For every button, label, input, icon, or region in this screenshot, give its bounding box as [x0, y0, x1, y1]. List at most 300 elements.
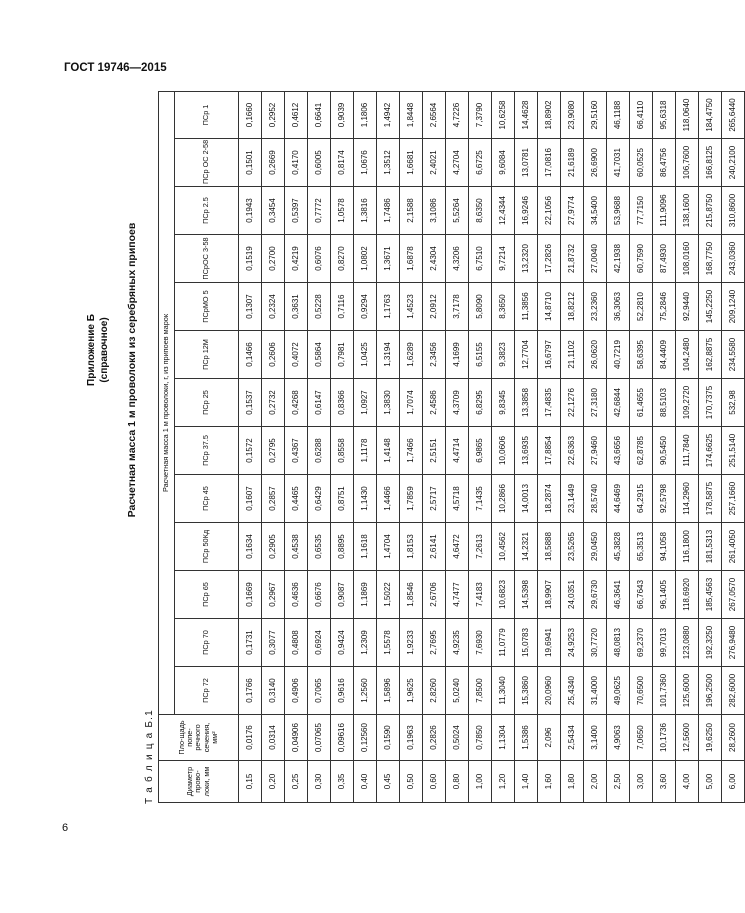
cell-mass: 2,5717	[423, 475, 446, 523]
cell-mass: 108,0160	[676, 235, 699, 283]
cell-diameter: 3,00	[630, 761, 653, 803]
cell-diameter: 0,30	[308, 761, 331, 803]
cell-mass: 1,6289	[400, 331, 423, 379]
cell-diameter: 0,15	[239, 761, 262, 803]
cell-diameter: 0,50	[400, 761, 423, 803]
column-header-alloy: ПСр 50Кд	[175, 523, 239, 571]
cell-mass: 2,3456	[423, 331, 446, 379]
cell-mass: 0,1660	[239, 91, 262, 138]
cell-mass: 123,0880	[676, 619, 699, 667]
cell-mass: 77,7150	[630, 187, 653, 235]
table-row	[653, 91, 676, 802]
table-row	[584, 91, 607, 802]
cell-area: 0,7850	[469, 715, 492, 761]
cell-mass: 109,2720	[676, 379, 699, 427]
mass-table	[158, 91, 745, 803]
cell-mass: 48,0813	[607, 619, 630, 667]
cell-mass: 84,4409	[653, 331, 676, 379]
cell-mass: 104,2480	[676, 331, 699, 379]
cell-mass: 17,8854	[538, 427, 561, 475]
cell-mass: 0,4636	[285, 571, 308, 619]
cell-mass: 0,2795	[262, 427, 285, 475]
cell-mass: 0,3631	[285, 283, 308, 331]
cell-mass: 13,0781	[515, 139, 538, 187]
cell-mass: 29,5160	[584, 91, 607, 138]
cell-mass: 4,9235	[446, 619, 469, 667]
cell-mass: 40,7219	[607, 331, 630, 379]
cell-mass: 1,1869	[354, 571, 377, 619]
cell-mass: 118,0640	[676, 91, 699, 138]
cell-mass: 1,3830	[377, 379, 400, 427]
column-header-alloy: ПСр 2.5	[175, 187, 239, 235]
column-header-alloy: ПСр 65	[175, 571, 239, 619]
table-row	[561, 91, 584, 802]
cell-mass: 7,3790	[469, 91, 492, 138]
cell-mass: 0,8270	[331, 235, 354, 283]
cell-diameter: 1,00	[469, 761, 492, 803]
cell-mass: 0,2700	[262, 235, 285, 283]
cell-mass: 17,0816	[538, 139, 561, 187]
cell-mass: 29,6730	[584, 571, 607, 619]
cell-area: 19,6250	[699, 715, 722, 761]
cell-mass: 65,3513	[630, 523, 653, 571]
cell-mass: 0,7116	[331, 283, 354, 331]
cell-mass: 58,6395	[630, 331, 653, 379]
cell-mass: 49,0625	[607, 667, 630, 715]
cell-mass: 0,4072	[285, 331, 308, 379]
cell-diameter: 0,20	[262, 761, 285, 803]
cell-mass: 20,0960	[538, 667, 561, 715]
cell-area: 12,5600	[676, 715, 699, 761]
cell-mass: 0,9424	[331, 619, 354, 667]
cell-mass: 14,8710	[538, 283, 561, 331]
cell-diameter: 6,00	[722, 761, 745, 803]
cell-mass: 282,6000	[722, 667, 745, 715]
cell-mass: 0,1537	[239, 379, 262, 427]
cell-mass: 95,6318	[653, 91, 676, 138]
table-row	[354, 91, 377, 802]
cell-mass: 0,9087	[331, 571, 354, 619]
cell-mass: 0,9039	[331, 91, 354, 138]
cell-mass: 23,5265	[561, 523, 584, 571]
cell-mass: 23,2360	[584, 283, 607, 331]
cell-mass: 43,6656	[607, 427, 630, 475]
cell-area: 2,096	[538, 715, 561, 761]
cell-mass: 16,9246	[515, 187, 538, 235]
cell-mass: 125,6000	[676, 667, 699, 715]
cell-mass: 0,7981	[331, 331, 354, 379]
table-row	[630, 91, 653, 802]
cell-mass: 0,4612	[285, 91, 308, 138]
cell-mass: 0,4906	[285, 667, 308, 715]
cell-mass: 178,5875	[699, 475, 722, 523]
cell-mass: 0,4219	[285, 235, 308, 283]
cell-mass: 11,3040	[492, 667, 515, 715]
cell-mass: 267,0570	[722, 571, 745, 619]
cell-mass: 24,9253	[561, 619, 584, 667]
cell-mass: 265,6440	[722, 91, 745, 138]
cell-mass: 70,6500	[630, 667, 653, 715]
cell-mass: 251,5140	[722, 427, 745, 475]
cell-mass: 138,1600	[676, 187, 699, 235]
cell-mass: 12,4344	[492, 187, 515, 235]
cell-mass: 0,8366	[331, 379, 354, 427]
cell-mass: 75,2846	[653, 283, 676, 331]
cell-mass: 94,1058	[653, 523, 676, 571]
column-header-alloy: ПСр 70	[175, 619, 239, 667]
cell-area: 3,1400	[584, 715, 607, 761]
cell-mass: 27,0040	[584, 235, 607, 283]
cell-mass: 10,6258	[492, 91, 515, 138]
cell-mass: 13,6935	[515, 427, 538, 475]
cell-mass: 18,8902	[538, 91, 561, 138]
cell-mass: 1,1763	[377, 283, 400, 331]
cell-mass: 1,8546	[400, 571, 423, 619]
cell-mass: 92,5798	[653, 475, 676, 523]
cell-mass: 4,5718	[446, 475, 469, 523]
cell-mass: 61,4655	[630, 379, 653, 427]
cell-mass: 5,5264	[446, 187, 469, 235]
cell-mass: 106,7600	[676, 139, 699, 187]
cell-mass: 0,6147	[308, 379, 331, 427]
table-row	[308, 91, 331, 802]
cell-mass: 2,6706	[423, 571, 446, 619]
cell-mass: 276,9480	[722, 619, 745, 667]
cell-mass: 36,3063	[607, 283, 630, 331]
cell-mass: 1,0425	[354, 331, 377, 379]
cell-mass: 10,0606	[492, 427, 515, 475]
cell-diameter: 4,00	[676, 761, 699, 803]
cell-area: 0,1590	[377, 715, 400, 761]
cell-mass: 88,5103	[653, 379, 676, 427]
cell-area: 0,5024	[446, 715, 469, 761]
cell-mass: 4,3206	[446, 235, 469, 283]
cell-mass: 7,8500	[469, 667, 492, 715]
cell-mass: 116,1800	[676, 523, 699, 571]
column-group-header: Расчетная масса 1 м проволоки, г, из припоев марок	[159, 91, 175, 714]
cell-mass: 4,1699	[446, 331, 469, 379]
cell-mass: 0,7772	[308, 187, 331, 235]
cell-mass: 1,3194	[377, 331, 400, 379]
cell-mass: 0,6535	[308, 523, 331, 571]
table-row	[377, 91, 400, 802]
cell-mass: 1,6878	[400, 235, 423, 283]
cell-mass: 101,7360	[653, 667, 676, 715]
cell-mass: 2,4021	[423, 139, 446, 187]
cell-mass: 6,6725	[469, 139, 492, 187]
cell-mass: 0,1466	[239, 331, 262, 379]
cell-mass: 12,7704	[515, 331, 538, 379]
cell-mass: 240,2100	[722, 139, 745, 187]
cell-area: 0,12560	[354, 715, 377, 761]
cell-mass: 64,2915	[630, 475, 653, 523]
cell-mass: 174,6625	[699, 427, 722, 475]
cell-mass: 0,1607	[239, 475, 262, 523]
cell-mass: 0,1307	[239, 283, 262, 331]
cell-mass: 0,2967	[262, 571, 285, 619]
cell-mass: 3,7178	[446, 283, 469, 331]
cell-mass: 16,6797	[538, 331, 561, 379]
document-header: ГОСТ 19746—2015	[64, 62, 167, 74]
cell-mass: 1,7859	[400, 475, 423, 523]
cell-mass: 0,1943	[239, 187, 262, 235]
cell-diameter: 0,80	[446, 761, 469, 803]
table-row	[699, 91, 722, 802]
column-header-alloy: ПСр 1	[175, 91, 239, 138]
cell-diameter: 3,60	[653, 761, 676, 803]
column-header-alloy: ПСр ОС 2-58	[175, 139, 239, 187]
cell-mass: 41,7031	[607, 139, 630, 187]
cell-mass: 0,4170	[285, 139, 308, 187]
cell-mass: 11,0779	[492, 619, 515, 667]
appendix-note: (справочное)	[99, 317, 110, 383]
table-row	[722, 91, 745, 802]
cell-mass: 9,6084	[492, 139, 515, 187]
cell-mass: 2,6141	[423, 523, 446, 571]
cell-area: 7,0650	[630, 715, 653, 761]
column-header-area: Пло-щадь попе-речного сечения, мм²	[159, 715, 239, 761]
cell-mass: 1,1806	[354, 91, 377, 138]
cell-mass: 0,6429	[308, 475, 331, 523]
cell-area: 0,09616	[331, 715, 354, 761]
cell-mass: 22,1276	[561, 379, 584, 427]
cell-mass: 0,9294	[354, 283, 377, 331]
cell-mass: 2,5151	[423, 427, 446, 475]
cell-mass: 52,2810	[630, 283, 653, 331]
cell-mass: 209,1240	[722, 283, 745, 331]
cell-mass: 4,3709	[446, 379, 469, 427]
cell-mass: 60,0525	[630, 139, 653, 187]
mass-table-wrapper	[158, 92, 738, 803]
table-row	[515, 91, 538, 802]
cell-diameter: 2,00	[584, 761, 607, 803]
cell-mass: 0,2905	[262, 523, 285, 571]
cell-mass: 0,5864	[308, 331, 331, 379]
cell-mass: 27,9460	[584, 427, 607, 475]
cell-mass: 10,6823	[492, 571, 515, 619]
cell-area: 0,04906	[285, 715, 308, 761]
cell-area: 2,5434	[561, 715, 584, 761]
column-header-diameter: Диаметр прово-локи, мм	[159, 761, 239, 803]
cell-mass: 0,2857	[262, 475, 285, 523]
cell-mass: 21,8732	[561, 235, 584, 283]
cell-mass: 0,1572	[239, 427, 262, 475]
cell-mass: 257,1660	[722, 475, 745, 523]
cell-mass: 18,8212	[561, 283, 584, 331]
cell-mass: 0,5228	[308, 283, 331, 331]
cell-mass: 1,7466	[400, 427, 423, 475]
cell-mass: 7,6930	[469, 619, 492, 667]
cell-mass: 1,4148	[377, 427, 400, 475]
cell-mass: 24,0351	[561, 571, 584, 619]
cell-mass: 23,9080	[561, 91, 584, 138]
cell-mass: 92,9440	[676, 283, 699, 331]
cell-mass: 6,7510	[469, 235, 492, 283]
cell-mass: 1,5896	[377, 667, 400, 715]
cell-mass: 111,7840	[676, 427, 699, 475]
table-row	[262, 91, 285, 802]
cell-mass: 0,4465	[285, 475, 308, 523]
cell-mass: 0,4538	[285, 523, 308, 571]
cell-mass: 0,3454	[262, 187, 285, 235]
cell-mass: 1,7486	[377, 187, 400, 235]
cell-mass: 0,8174	[331, 139, 354, 187]
table-label: Т а б л и ц а Б.1	[144, 709, 155, 804]
cell-mass: 90,5450	[653, 427, 676, 475]
table-row	[285, 91, 308, 802]
table-row	[538, 91, 561, 802]
cell-mass: 14,2321	[515, 523, 538, 571]
cell-mass: 215,8750	[699, 187, 722, 235]
cell-mass: 0,4367	[285, 427, 308, 475]
cell-mass: 86,4756	[653, 139, 676, 187]
cell-mass: 13,2320	[515, 235, 538, 283]
cell-mass: 111,9096	[653, 187, 676, 235]
column-header-alloy: ПСрМО 5	[175, 283, 239, 331]
cell-mass: 4,6472	[446, 523, 469, 571]
table-row	[446, 91, 469, 802]
cell-mass: 87,4930	[653, 235, 676, 283]
cell-mass: 0,3077	[262, 619, 285, 667]
cell-mass: 5,8090	[469, 283, 492, 331]
cell-mass: 0,2324	[262, 283, 285, 331]
cell-mass: 15,0783	[515, 619, 538, 667]
cell-mass: 7,2613	[469, 523, 492, 571]
column-header-alloy: ПСр 37.5	[175, 427, 239, 475]
cell-area: 0,07065	[308, 715, 331, 761]
cell-mass: 9,7214	[492, 235, 515, 283]
cell-mass: 7,4183	[469, 571, 492, 619]
cell-mass: 6,9865	[469, 427, 492, 475]
cell-mass: 17,2826	[538, 235, 561, 283]
cell-mass: 18,5888	[538, 523, 561, 571]
cell-mass: 46,1188	[607, 91, 630, 138]
cell-diameter: 0,45	[377, 761, 400, 803]
cell-mass: 0,5397	[285, 187, 308, 235]
cell-mass: 0,4268	[285, 379, 308, 427]
cell-mass: 66,4110	[630, 91, 653, 138]
cell-mass: 1,0802	[354, 235, 377, 283]
cell-mass: 26,6900	[584, 139, 607, 187]
cell-mass: 2,0912	[423, 283, 446, 331]
cell-mass: 29,0450	[584, 523, 607, 571]
cell-mass: 114,2960	[676, 475, 699, 523]
cell-mass: 26,0620	[584, 331, 607, 379]
cell-mass: 2,6564	[423, 91, 446, 138]
cell-mass: 196,2500	[699, 667, 722, 715]
cell-mass: 9,3823	[492, 331, 515, 379]
cell-mass: 1,0927	[354, 379, 377, 427]
cell-mass: 99,7013	[653, 619, 676, 667]
cell-diameter: 1,60	[538, 761, 561, 803]
page-number: 6	[62, 822, 69, 834]
cell-mass: 0,1519	[239, 235, 262, 283]
cell-mass: 14,0013	[515, 475, 538, 523]
cell-mass: 69,2370	[630, 619, 653, 667]
cell-diameter: 0,25	[285, 761, 308, 803]
cell-mass: 42,6844	[607, 379, 630, 427]
cell-area: 28,2600	[722, 715, 745, 761]
cell-mass: 1,7074	[400, 379, 423, 427]
cell-mass: 6,5155	[469, 331, 492, 379]
cell-mass: 192,3250	[699, 619, 722, 667]
cell-mass: 1,2309	[354, 619, 377, 667]
cell-mass: 8,6350	[469, 187, 492, 235]
cell-mass: 18,2874	[538, 475, 561, 523]
cell-mass: 1,4704	[377, 523, 400, 571]
cell-diameter: 1,80	[561, 761, 584, 803]
cell-mass: 2,4586	[423, 379, 446, 427]
cell-mass: 0,6288	[308, 427, 331, 475]
cell-mass: 21,1102	[561, 331, 584, 379]
column-header-alloy: ПСр 45	[175, 475, 239, 523]
cell-mass: 17,4835	[538, 379, 561, 427]
cell-mass: 4,4714	[446, 427, 469, 475]
cell-mass: 0,2732	[262, 379, 285, 427]
cell-mass: 44,6469	[607, 475, 630, 523]
table-title: Расчетная масса 1 м проволоки из серебряных припоев	[126, 222, 138, 518]
cell-mass: 0,1731	[239, 619, 262, 667]
cell-mass: 0,1634	[239, 523, 262, 571]
cell-mass: 53,9688	[607, 187, 630, 235]
table-row	[239, 91, 262, 802]
cell-mass: 0,8558	[331, 427, 354, 475]
cell-mass: 2,1588	[400, 187, 423, 235]
cell-mass: 1,3512	[377, 139, 400, 187]
cell-mass: 0,2606	[262, 331, 285, 379]
cell-mass: 1,1618	[354, 523, 377, 571]
cell-mass: 0,6641	[308, 91, 331, 138]
cell-mass: 1,3816	[354, 187, 377, 235]
appendix-title: Приложение Б	[86, 314, 97, 386]
cell-mass: 22,1056	[538, 187, 561, 235]
cell-mass: 1,3671	[377, 235, 400, 283]
cell-area: 4,9063	[607, 715, 630, 761]
cell-mass: 10,2866	[492, 475, 515, 523]
cell-mass: 5,0240	[446, 667, 469, 715]
cell-mass: 1,8153	[400, 523, 423, 571]
column-header-alloy: ПСр 72	[175, 667, 239, 715]
table-row	[423, 91, 446, 802]
cell-mass: 19,6941	[538, 619, 561, 667]
cell-mass: 118,6920	[676, 571, 699, 619]
cell-mass: 66,7643	[630, 571, 653, 619]
cell-mass: 18,9907	[538, 571, 561, 619]
cell-area: 0,2826	[423, 715, 446, 761]
cell-mass: 9,8345	[492, 379, 515, 427]
cell-mass: 6,8295	[469, 379, 492, 427]
cell-mass: 0,8895	[331, 523, 354, 571]
cell-diameter: 0,60	[423, 761, 446, 803]
cell-diameter: 1,20	[492, 761, 515, 803]
cell-mass: 0,6676	[308, 571, 331, 619]
cell-mass: 1,2560	[354, 667, 377, 715]
cell-mass: 0,6005	[308, 139, 331, 187]
cell-mass: 2,7695	[423, 619, 446, 667]
cell-mass: 4,7226	[446, 91, 469, 138]
cell-mass: 23,1449	[561, 475, 584, 523]
cell-mass: 2,8260	[423, 667, 446, 715]
cell-mass: 14,4628	[515, 91, 538, 138]
cell-mass: 13,3858	[515, 379, 538, 427]
cell-area: 1,1304	[492, 715, 515, 761]
cell-mass: 27,9774	[561, 187, 584, 235]
cell-area: 1,5386	[515, 715, 538, 761]
cell-mass: 532,98	[722, 379, 745, 427]
cell-mass: 181,5313	[699, 523, 722, 571]
cell-mass: 3,1086	[423, 187, 446, 235]
cell-mass: 0,2669	[262, 139, 285, 187]
